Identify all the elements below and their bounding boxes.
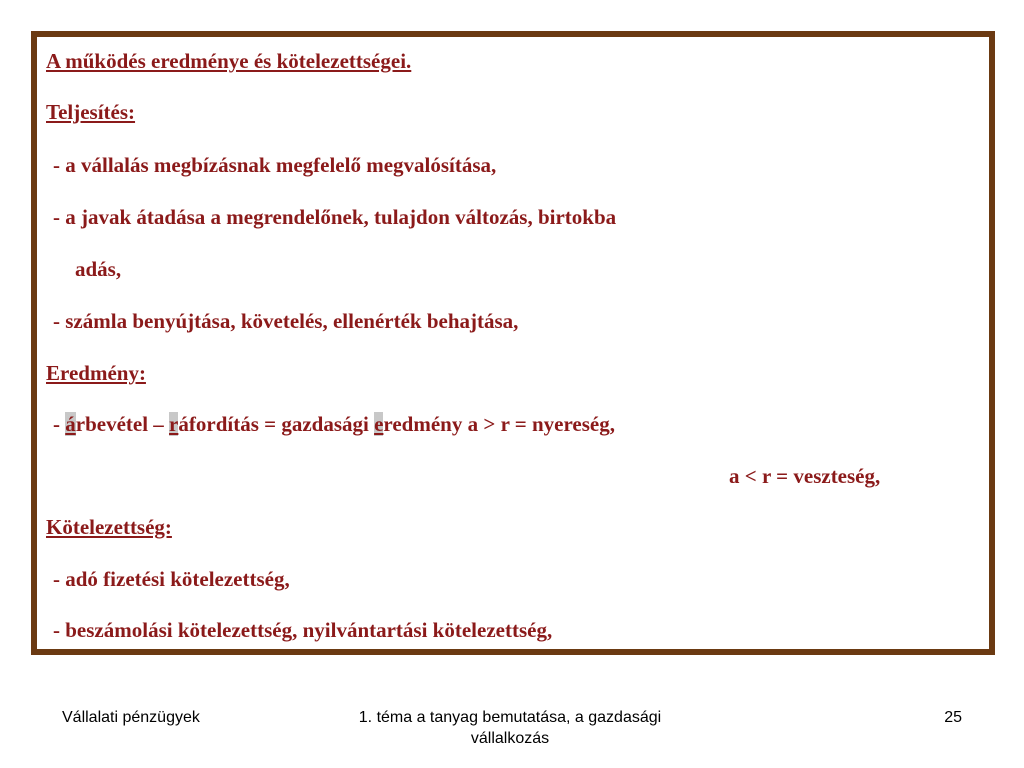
kotelezettseg-item: - beszámolási kötelezettség, nyilvántartási kötelezettség, (53, 618, 553, 642)
footer-page-number: 25 (944, 709, 962, 726)
kotelezettseg-heading: Kötelezettség: (46, 515, 172, 539)
kotelezettseg-item: - adó fizetési kötelezettség, (53, 567, 290, 591)
eredmeny-second-line: a < r = veszteség, (729, 464, 881, 488)
formula-dash: - (53, 412, 66, 436)
formula-text: redmény a > r = nyereség, (383, 412, 615, 436)
teljesites-item-continuation: adás, (75, 257, 122, 281)
eredmeny-heading: Eredmény: (46, 361, 146, 385)
teljesites-heading: Teljesítés: (46, 100, 136, 124)
slide-title: A működés eredménye és kötelezettségei. (46, 49, 412, 73)
formula-text: rbevétel – (75, 412, 170, 436)
highlight-letter-e: e (374, 412, 384, 436)
content-frame (31, 31, 995, 655)
eredmeny-formula (53, 411, 615, 437)
teljesites-item: - számla benyújtása, követelés, ellenérték behajtása, (53, 309, 519, 333)
teljesites-item: - a javak átadása a megrendelőnek, tulajdon változás, birtokba (53, 205, 617, 229)
formula-text: áfordítás = gazdasági (178, 412, 375, 436)
footer-topic: 1. téma a tanyag bemutatása, a gazdasági vállalkozás (358, 709, 662, 747)
footer-course-name: Vállalati pénzügyek (62, 709, 200, 726)
highlight-letter-a: á (65, 412, 76, 436)
highlight-letter-r: r (169, 412, 179, 436)
teljesites-item: - a vállalás megbízásnak megfelelő megvalósítása, (53, 153, 497, 177)
